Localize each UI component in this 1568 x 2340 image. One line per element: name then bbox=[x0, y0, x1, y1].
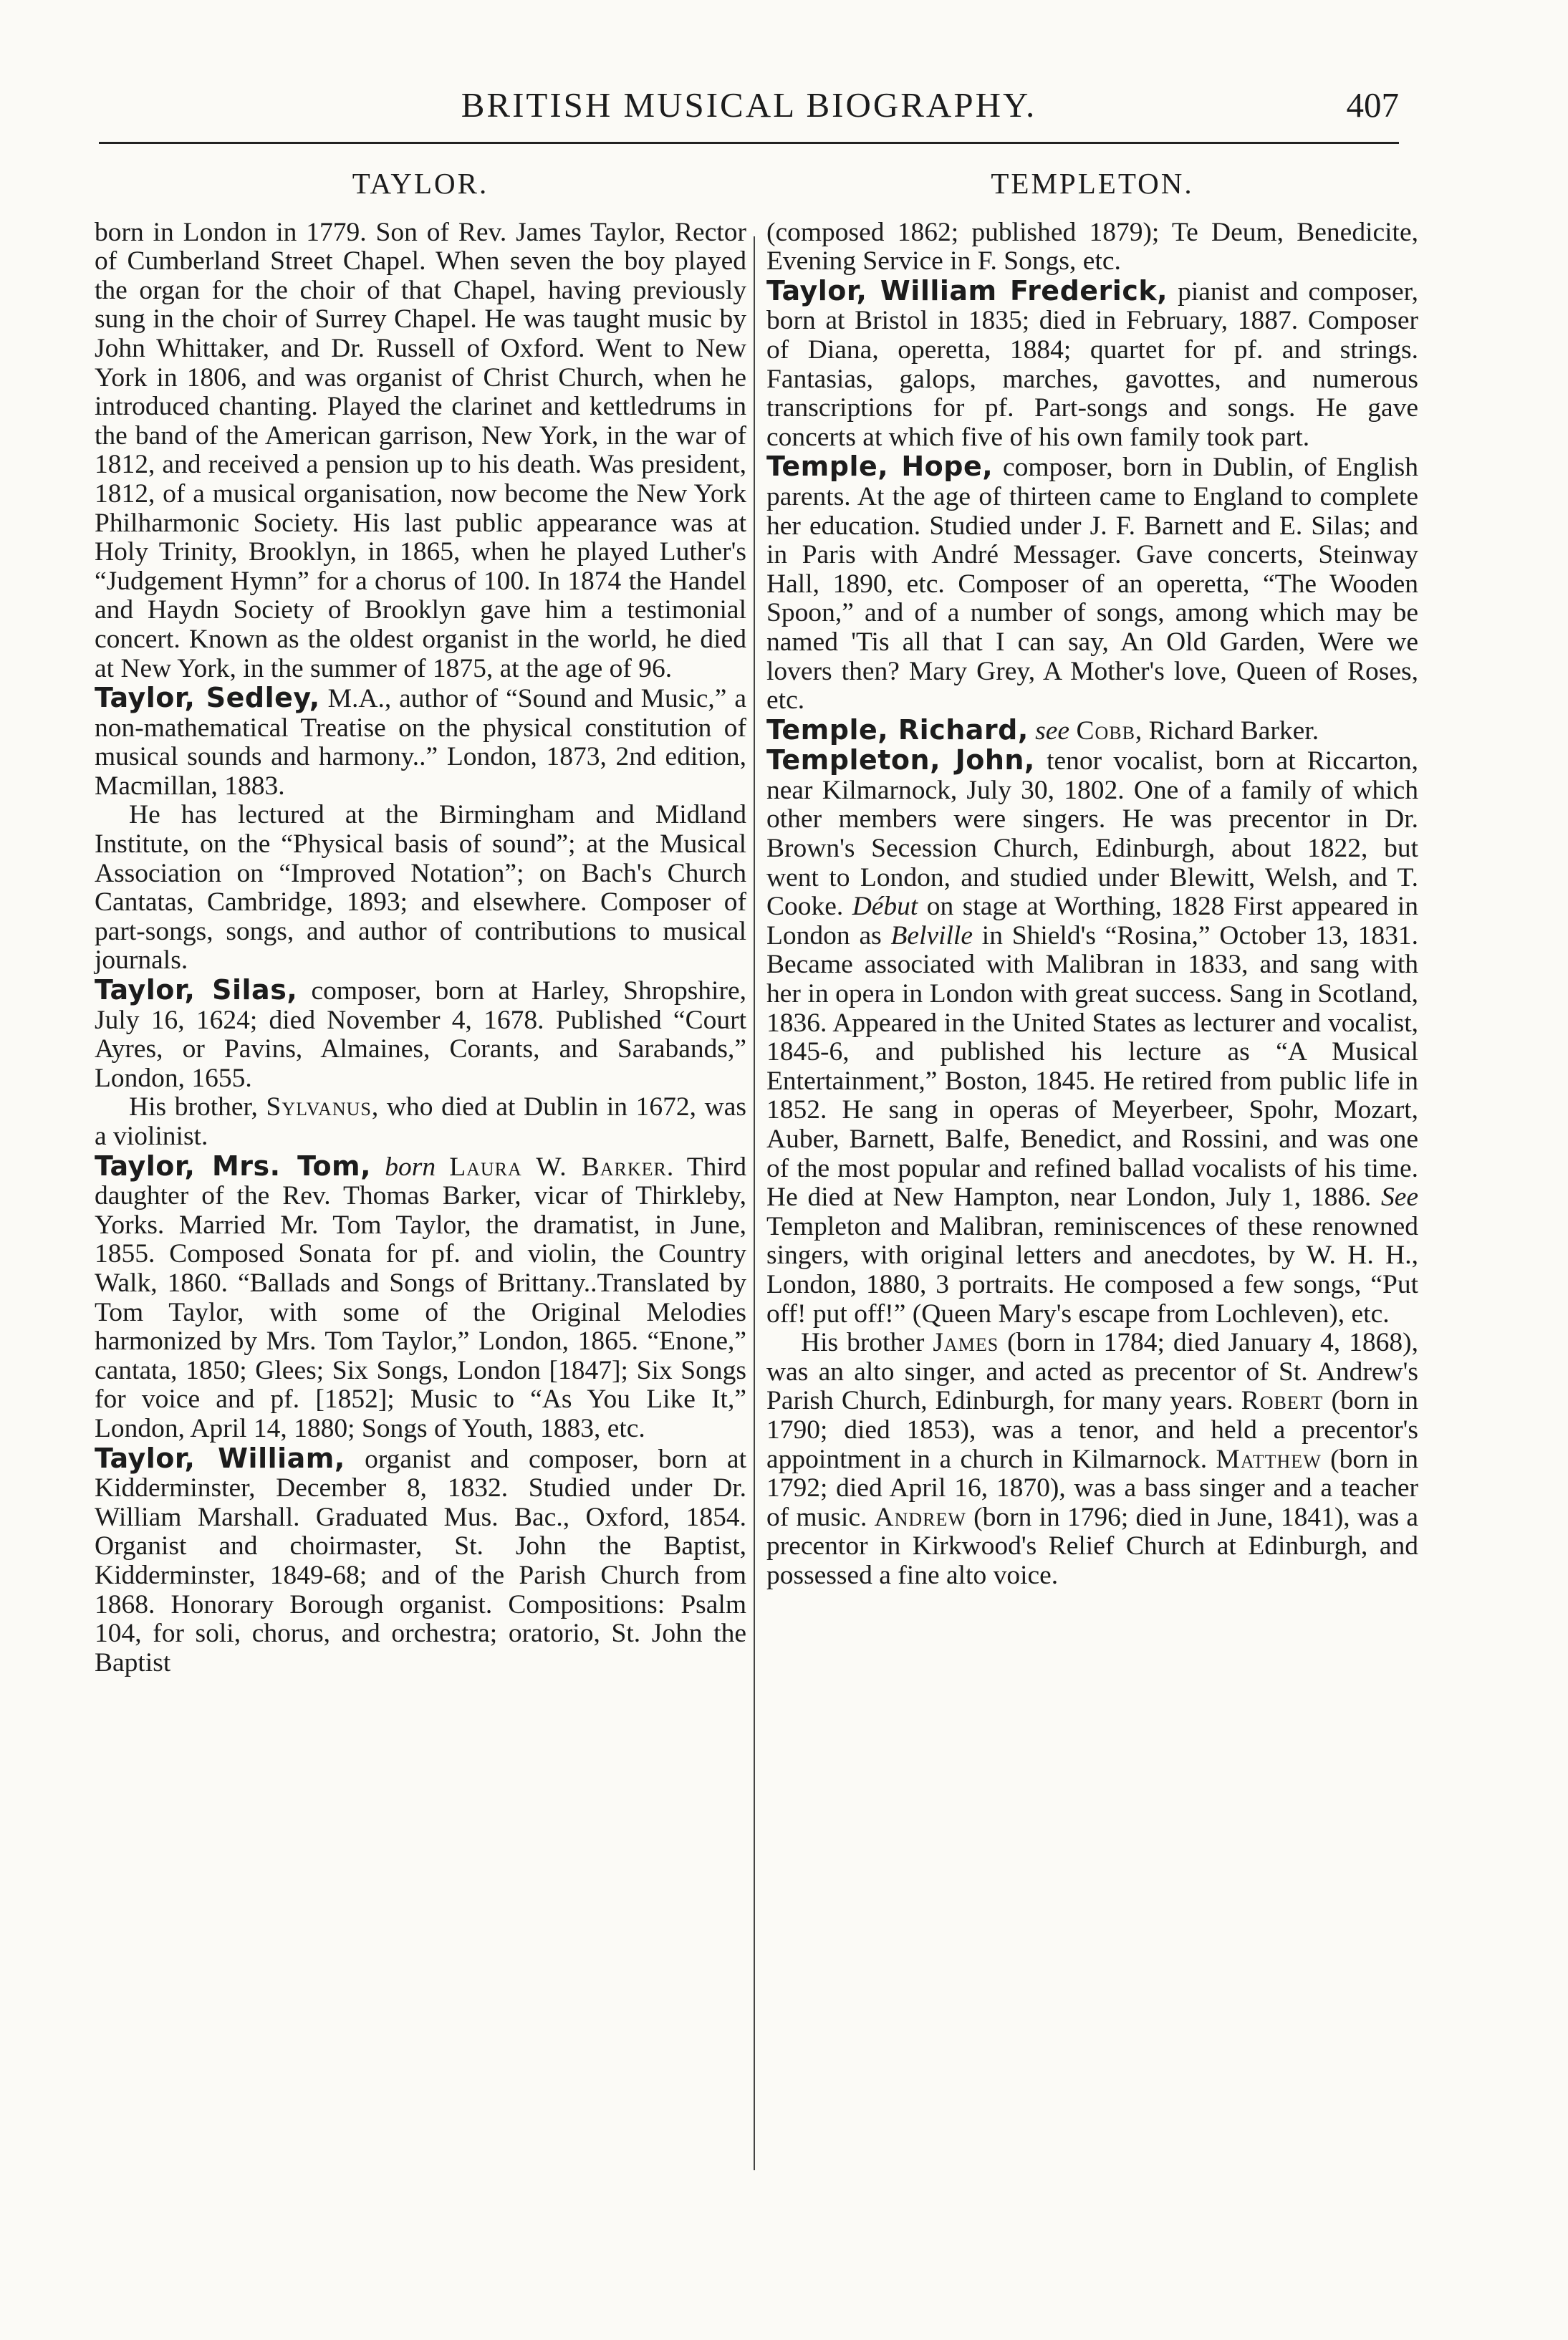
entry-text: composer, born in Dublin, of English parents. At the age of thirteen came to England to complete her education. Studied under J. F. Barnett and E. Silas; and in Paris with André Messager. Gave concerts, Steinway Hall, 1890, etc. Composer of an operetta, “The Wooden Spoon,” and of a number of songs, among which may be named 'Tis all that I can say, An Old Garden, Were we lovers then? Mary Grey, A Mother's love, Queen of Roses, etc. bbox=[766, 453, 1418, 716]
left-column-heading: TAYLOR. bbox=[352, 167, 489, 200]
italic-word: see bbox=[1035, 716, 1070, 746]
entry-text: . Third daughter of the Rev. Thomas Barker, vicar of Thirkleby, Yorks. Married Mr. Tom Taylor, the dramatist, in June, 1855. Composed Sonata for pf. and violin, the Country Walk, 1860. “Ballads and Songs of Brittany..Translated by Tom Taylor, with some of the Original Melodies harmonized by Mrs. Tom Taylor,” London, 1865. “Enone,” cantata, 1850; Glees; Six Songs, London [1847]; Six Songs for voice and pf. [1852]; Music to “As You Like It,” London, April 14, 1880; Songs of Youth, 1883, etc. bbox=[95, 1152, 747, 1443]
entry-temple-hope bbox=[766, 452, 1418, 715]
text-run: (born in 1790; died 1853), was a tenor, and held a precentor's appointment in a church in Kilmarnock. bbox=[766, 1386, 1418, 1474]
left-column bbox=[95, 169, 746, 1677]
entry-taylor-sedley bbox=[95, 683, 746, 801]
entry-headword: Taylor, Silas, bbox=[95, 974, 298, 1006]
entry-taylor-william bbox=[95, 1444, 746, 1678]
entry-headword: Taylor, William, bbox=[95, 1442, 345, 1474]
small-caps-name: James bbox=[933, 1328, 999, 1358]
text-run: (born in 1784; died January 4, 1868), was an alto singer, and acted as precentor of St. Andrew's Parish Church, Edinburgh, for many years. bbox=[766, 1328, 1419, 1416]
text-run: on stage at Worthing, 1828 First appeared in London as bbox=[766, 892, 1418, 950]
italic-word: Début bbox=[852, 892, 918, 922]
text-run: Templeton and Malibran, reminiscences of these renowned singers, with original letters and anecdotes, by W. H. H., London, 1880, 3 portraits. He composed a few songs, “Put off! put off!” (Queen Mary's escape from Lochleven), etc. bbox=[766, 1211, 1418, 1329]
entry-taylor-sedley-paragraph: He has lectured at the Birmingham and Midland Institute, on the “Physical basis of sound”; at the Musical Association on “Improved Notation”; on Bach's Church Cantatas, Cambridge, 1893; and elsewhere. Composer of part-songs, songs, and author of contributions to musical journals. bbox=[95, 800, 746, 976]
entry-headword: Taylor, Sedley, bbox=[95, 682, 320, 714]
right-column-heading: TEMPLETON. bbox=[991, 167, 1194, 200]
text-run: in Shield's “Rosina,” October 13, 1831. Became associated with Malibran in 1833, and sang with her in opera in London with great success. Sang in Scotland, 1836. Appeared in the United States as lecturer and vocalist, 1845-6, and published his lecture as “A Musical Entertainment,” Boston, 1845. He retired from public life in 1852. He sang in operas of Meyerbeer, Spohr, Mozart, Auber, Barnett, Balfe, Benedict, and Rossini, and was one of the most popular and refined ballad vocalists of his time. He died at New Hampton, near London, July 1, 1886. bbox=[766, 920, 1418, 1213]
small-caps-name: Robert bbox=[1241, 1386, 1324, 1416]
taylor-continued-paragraph: born in London in 1779. Son of Rev. James Taylor, Rector of Cumberland Street Chapel. When seven the boy played the organ for the choir of that Chapel, having previously sung in the choir of Surrey Chapel. He was taught music by John Whittaker, and Dr. Russell of Oxford. Went to New York in 1806, and was organist of Christ Church, when he introduced chanting. Played the clarinet and kettledrums in the band of the American garrison, New York, in the war of 1812, and received a pension up to his death. Was president, 1812, of a musical organisation, now become the New York Philharmonic Society. His last public appearance was at Holy Trinity, Brooklyn, in 1865, when he played Luther's “Judgement Hymn” for a chorus of 100. In 1874 the Handel and Haydn Society of Brooklyn gave him a testimonial concert. Known as the oldest organist in the world, he died at New York, in the summer of 1875, at the age of 96. bbox=[95, 217, 746, 683]
entry-templeton-brothers-paragraph bbox=[766, 1329, 1418, 1590]
entry-text: composer, born at Harley, Shropshire, July 16, 1624; died November 4, 1678. Published “Court Ayres, or Pavins, Almaines, Corants, and Sarabands,” London, 1655. bbox=[95, 976, 746, 1093]
page-number: 407 bbox=[1346, 85, 1399, 125]
entry-headword: Taylor, William Frederick, bbox=[766, 274, 1168, 307]
small-caps-name: Andrew bbox=[874, 1502, 966, 1532]
entry-headword: Temple, Hope, bbox=[766, 451, 994, 483]
entry-text: organist and composer, born at Kidderminster, December 8, 1832. Studied under Dr. William Marshall. Graduated Mus. Bac., Oxford, 1854. Organist and choirmaster, St. John the Baptist, Kidderminster, 1849-68; and of the Parish Church from 1868. Honorary Borough organist. Compositions: Psalm 104, for soli, chorus, and orchestra; oratorio, St. John the Baptist bbox=[95, 1444, 746, 1677]
entry-text: pianist and composer, born at Bristol in 1835; died in February, 1887. Composer of Diana, operetta, 1884; quartet for pf. and strings. Fantasias, galops, marches, gavottes, and numerous transcriptions for pf. Part-songs and songs. He gave concerts at which five of his own family took part. bbox=[766, 276, 1418, 452]
small-caps-name: Cobb bbox=[1076, 716, 1135, 746]
entry-taylor-william-frederick bbox=[766, 276, 1418, 453]
small-caps-name: Matthew bbox=[1216, 1444, 1322, 1474]
italic-word: born bbox=[385, 1152, 436, 1182]
text-run: (born in 1792; died April 16, 1870), was a bass singer and a teacher of music. bbox=[766, 1444, 1418, 1532]
text-run: His brother, bbox=[129, 1092, 266, 1122]
header-rule bbox=[99, 142, 1399, 144]
text-run: (born in 1796; died in June, 1841), was a precentor in Kirkwood's Relief Church at Edinburgh, and possessed a fine alto voice. bbox=[766, 1502, 1418, 1590]
entry-templeton-john bbox=[766, 746, 1418, 1329]
entry-headword: Temple, Richard, bbox=[766, 713, 1029, 746]
small-caps-name: Sylvanus bbox=[266, 1092, 372, 1122]
column-divider bbox=[754, 236, 755, 2170]
entry-taylor-mrs-tom bbox=[95, 1152, 746, 1444]
text-run: , who died at Dublin in 1672, was a violinist. bbox=[95, 1092, 746, 1151]
italic-word: See bbox=[1380, 1183, 1418, 1213]
running-header bbox=[99, 85, 1399, 140]
entry-headword: Templeton, John, bbox=[766, 744, 1035, 776]
text-run: tenor vocalist, born at Riccarton, near Kilmarnock, July 30, 1802. One of a family of which other members were singers. He was precentor in Dr. Brown's Secession Church, Edinburgh, about 1822, but went to London, and studied under Blewitt, Welsh, and T. Cooke. bbox=[766, 746, 1418, 922]
entry-taylor-silas-paragraph bbox=[95, 1093, 746, 1151]
small-caps-name: Laura W. Barker bbox=[449, 1152, 667, 1182]
text-run: His brother bbox=[801, 1328, 933, 1358]
right-column bbox=[766, 169, 1418, 1591]
taylor-william-continued-paragraph: (composed 1862; published 1879); Te Deum, Benedicite, Evening Service in F. Songs, etc. bbox=[766, 217, 1418, 276]
italic-word: Belville bbox=[890, 920, 973, 950]
running-title: BRITISH MUSICAL BIOGRAPHY. bbox=[461, 85, 1037, 125]
entry-headword: Taylor, Mrs. Tom, bbox=[95, 1150, 372, 1182]
entry-taylor-silas bbox=[95, 976, 746, 1093]
entry-text: , Richard Barker. bbox=[1135, 716, 1319, 746]
entry-temple-richard bbox=[766, 713, 1418, 746]
entry-text: M.A., author of “Sound and Music,” a non-mathematical Treatise on the physical constitution of musical sounds and harmony..” London, 1873, 2nd edition, Macmillan, 1883. bbox=[95, 684, 746, 801]
